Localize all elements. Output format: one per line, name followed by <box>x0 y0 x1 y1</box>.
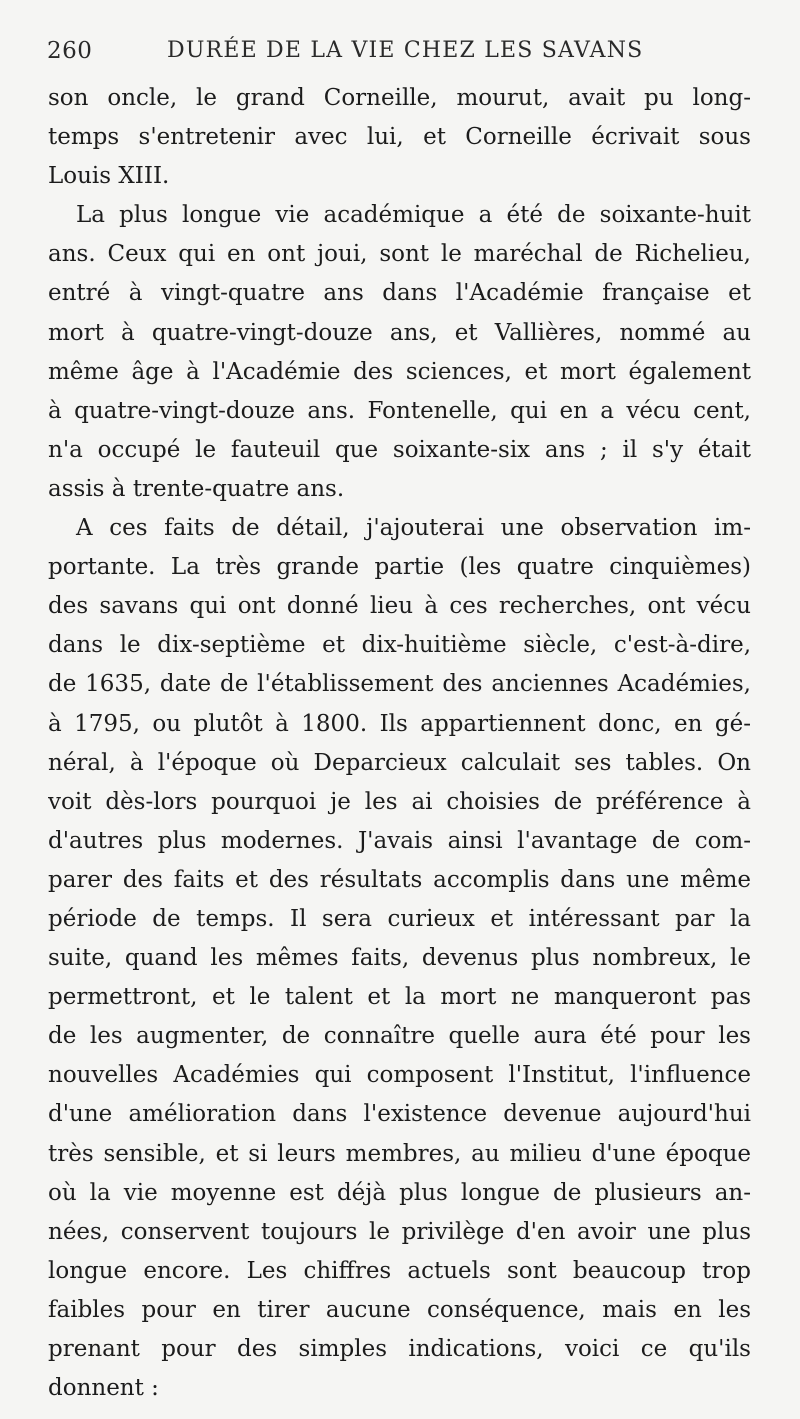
text-line: donnent : <box>48 1375 159 1402</box>
text-line: à quatre-vingt-douze ans. Fontenelle, qui en a vécu cent, <box>48 397 751 424</box>
text-line: longue encore. Les chiffres actuels sont beaucoup trop <box>48 1257 751 1284</box>
text-line: temps s'entretenir avec lui, et Corneille écrivait sous <box>48 124 751 151</box>
text-line: entré à vingt-quatre ans dans l'Académie française et <box>48 280 751 307</box>
text-line: n'a occupé le fauteuil que soixante-six ans ; il s'y était <box>48 436 751 463</box>
paragraph-start-line: A ces faits de détail, j'ajouterai une observation im- <box>76 515 751 542</box>
text-line: même âge à l'Académie des sciences, et mort également <box>48 358 751 385</box>
text-line: période de temps. Il sera curieux et intéressant par la <box>48 905 751 932</box>
page-number: 260 <box>47 38 93 64</box>
text-line: faibles pour en tirer aucune conséquence, mais en les <box>48 1296 751 1323</box>
text-line: d'une amélioration dans l'existence devenue aujourd'hui <box>48 1101 751 1128</box>
text-line: son oncle, le grand Corneille, mourut, avait pu long- <box>48 85 751 111</box>
text-line: portante. La très grande partie (les quatre cinquièmes) <box>48 554 751 581</box>
text-line: de les augmenter, de connaître quelle aura été pour les <box>48 1023 751 1050</box>
text-line: à 1795, ou plutôt à 1800. Ils appartiennent donc, en gé- <box>48 710 751 737</box>
text-line: dans le dix-septième et dix-huitième siècle, c'est-à-dire, <box>48 632 751 659</box>
text-line: voit dès-lors pourquoi je les ai choisies de préférence à <box>48 788 751 815</box>
text-line: permettront, et le talent et la mort ne manqueront pas <box>48 984 751 1011</box>
text-line: où la vie moyenne est déjà plus longue de plusieurs an- <box>48 1179 751 1206</box>
text-line: assis à trente-quatre ans. <box>48 475 345 502</box>
text-line: d'autres plus modernes. J'avais ainsi l'avantage de com- <box>48 827 751 854</box>
text-line: Louis XIII. <box>48 163 170 190</box>
text-line: très sensible, et si leurs membres, au milieu d'une époque <box>48 1140 751 1167</box>
text-line: prenant pour des simples indications, voici ce qu'ils <box>48 1336 751 1362</box>
text-line: parer des faits et des résultats accomplis dans une même <box>48 866 751 893</box>
text-line: de 1635, date de l'établissement des anciennes Académies, <box>48 671 751 698</box>
text-line: des savans qui ont donné lieu à ces recherches, ont vécu <box>48 593 751 620</box>
text-line: nées, conservent toujours le privilège d'en avoir une plus <box>48 1218 751 1245</box>
text-line: ans. Ceux qui en ont joui, sont le maréchal de Richelieu, <box>48 241 751 268</box>
text-line: suite, quand les mêmes faits, devenus plus nombreux, le <box>48 945 751 972</box>
page-header <box>47 38 747 72</box>
paragraph-start-line: La plus longue vie académique a été de soixante-huit <box>76 202 751 229</box>
running-head: DURÉE DE LA VIE CHEZ LES SAVANS <box>167 38 644 63</box>
body-text <box>48 79 751 1408</box>
text-line: néral, à l'époque où Deparcieux calculait ses tables. On <box>48 749 751 776</box>
text-line: mort à quatre-vingt-douze ans, et Vallières, nommé au <box>48 319 751 346</box>
text-line: nouvelles Académies qui composent l'Institut, l'influence <box>48 1062 751 1089</box>
